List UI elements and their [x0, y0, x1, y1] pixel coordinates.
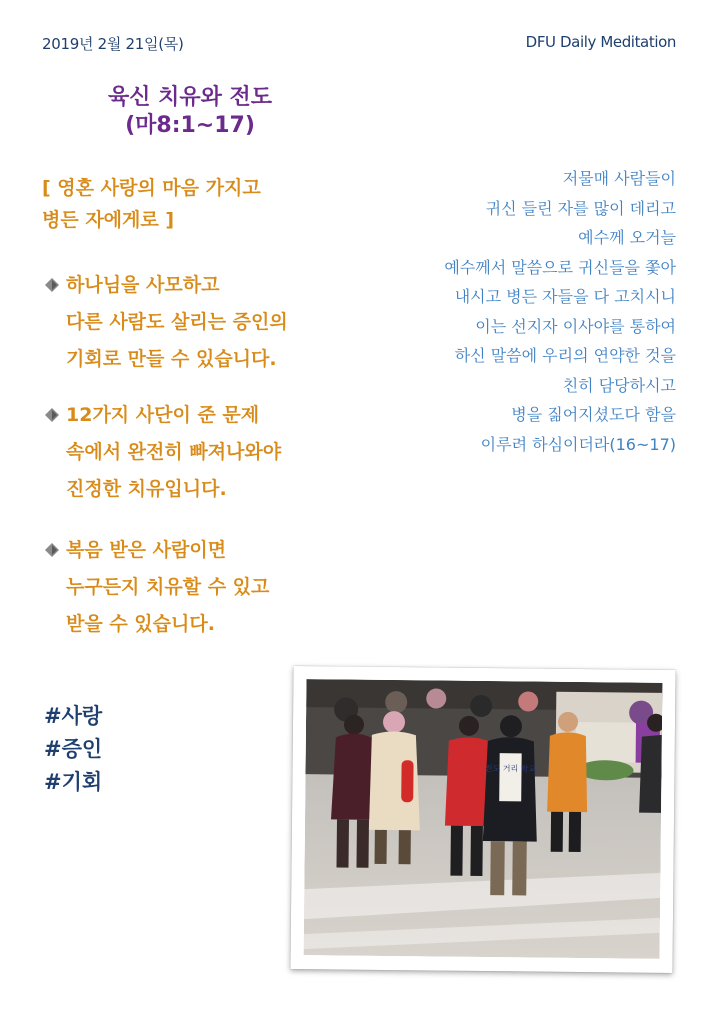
point-2-line-1: 12가지 사단이 준 문제: [66, 404, 260, 426]
photo-illustration: [304, 679, 663, 959]
verse-line: 귀신 들린 자를 많이 데리고: [485, 198, 676, 218]
point-1: [44, 267, 288, 378]
scripture-verse: [386, 164, 676, 459]
diamond-bullet-icon: [44, 407, 60, 423]
point-2-line-3: 진정한 치유입니다.: [66, 478, 227, 500]
title-main: 육신 치유와 전도: [107, 85, 273, 110]
hashtag: #기회: [44, 770, 103, 794]
verse-line: 예수께 오거늘: [578, 228, 676, 247]
verse-line: 친히 담당하시고: [562, 375, 676, 395]
diamond-bullet-icon: [44, 277, 60, 293]
street-evangelism-photo: [304, 679, 663, 959]
verse-line: 이는 선지자 이사야를 통하여: [475, 316, 676, 336]
verse-line: 내시고 병든 자들을 다 고치시니: [454, 287, 676, 306]
point-1-line-1: 하나님을 사모하고: [66, 274, 220, 296]
point-3-line-3: 받을 수 있습니다.: [66, 613, 215, 635]
verse-line: 하신 말씀에 우리의 연약한 것을: [454, 346, 676, 365]
sermon-title: [60, 84, 320, 140]
diamond-bullet-icon: [44, 542, 60, 558]
point-3: [44, 532, 269, 643]
vest-text: 전도 거리 학교: [484, 764, 537, 774]
verse-line: 이루려 하심이더라(16~17): [480, 434, 676, 454]
theme-line-2: 병든 자에게로 ]: [42, 209, 175, 231]
date-header: 2019년 2월 21일(목): [42, 35, 184, 53]
point-2-line-2: 속에서 완전히 빠져나와야: [66, 441, 282, 463]
theme-statement: [42, 172, 261, 236]
hashtag: #사랑: [44, 704, 103, 728]
point-2: [44, 397, 281, 508]
brand-header: DFU Daily Meditation: [525, 33, 676, 51]
point-3-line-1: 복음 받은 사람이면: [66, 539, 227, 561]
hashtag-list: [44, 700, 102, 799]
point-1-line-3: 기회로 만들 수 있습니다.: [66, 348, 277, 370]
theme-line-1: [ 영혼 사랑의 마음 가지고: [42, 177, 261, 199]
verse-line: 저물매 사람들이: [562, 169, 676, 188]
verse-line: 예수께서 말씀으로 귀신들을 쫓아: [444, 257, 676, 277]
hashtag: #증인: [44, 737, 103, 761]
point-3-line-2: 누구든지 치유할 수 있고: [66, 576, 270, 598]
point-1-line-2: 다른 사람도 살리는 증인의: [66, 311, 288, 333]
verse-line: 병을 짊어지셨도다 함을: [511, 405, 676, 424]
photo-frame: [290, 666, 675, 973]
title-reference: (마8:1~17): [125, 113, 255, 138]
